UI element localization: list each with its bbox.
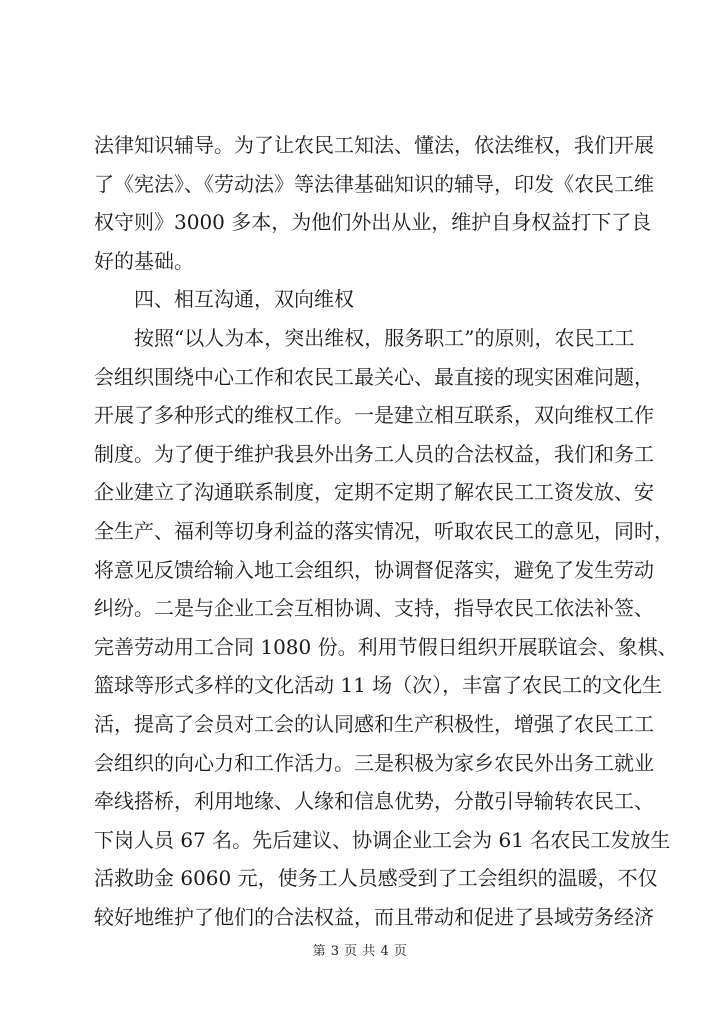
text-line: 会组织的向心力和工作活力。三是积极为家乡农民外出务工就业 [94,750,654,775]
text-line: 活，提高了会员对工会的认同感和生产积极性，增强了农民工工 [94,711,654,736]
section-heading: 四、相互沟通，双向维权 [134,287,354,312]
text-line: 开展了多种形式的维权工作。一是建立相互联系，双向维权工作 [94,403,654,428]
text-line: 较好地维护了他们的合法权益，而且带动和促进了县域劳务经济 [94,904,654,929]
text-line: 将意见反馈给输入地工会组织，协调督促落实，避免了发生劳动 [94,557,654,582]
text-line: 完善劳动用工合同 1080 份。利用节假日组织开展联谊会、象棋、 [94,634,678,659]
page-number-footer: 第 3 页 共 4 页 [312,944,408,959]
text-line: 下岗人员 67 名。先后建议、协调企业工会为 61 名农民工发放生 [94,827,671,852]
text-line: 制度。为了便于维护我县外出务工人员的合法权益，我们和务工 [94,441,654,466]
text-line: 企业建立了沟通联系制度，定期不定期了解农民工工资发放、安 [94,480,654,505]
document-body [94,126,678,936]
text-line: 活救助金 6060 元，使务工人员感受到了工会组织的温暖，不仅 [94,866,658,891]
text-line: 按照“以人为本，突出维权，服务职工”的原则，农民工工 [134,325,635,350]
text-line: 好的基础。 [94,248,194,273]
text-line: 纠纷。二是与企业工会互相协调、支持，指导农民工依法补签、 [94,596,654,621]
text-line: 篮球等形式多样的文化活动 11 场（次），丰富了农民工的文化生 [94,673,663,698]
text-line: 权守则》3000 多本，为他们外出从业，维护自身权益打下了良 [94,210,652,235]
text-line: 法律知识辅导。为了让农民工知法、懂法，依法维权，我们开展 [94,133,654,157]
text-line: 牵线搭桥，利用地缘、人缘和信息优势，分散引导输转农民工、 [94,789,654,814]
text-line: 了《宪法》、《劳动法》等法律基础知识的辅导，印发《农民工维 [94,171,654,196]
text-line: 会组织围绕中心工作和农民工最关心、最直接的现实困难问题， [94,364,654,389]
text-line: 全生产、福利等切身利益的落实情况，听取农民工的意见，同时， [94,518,674,543]
